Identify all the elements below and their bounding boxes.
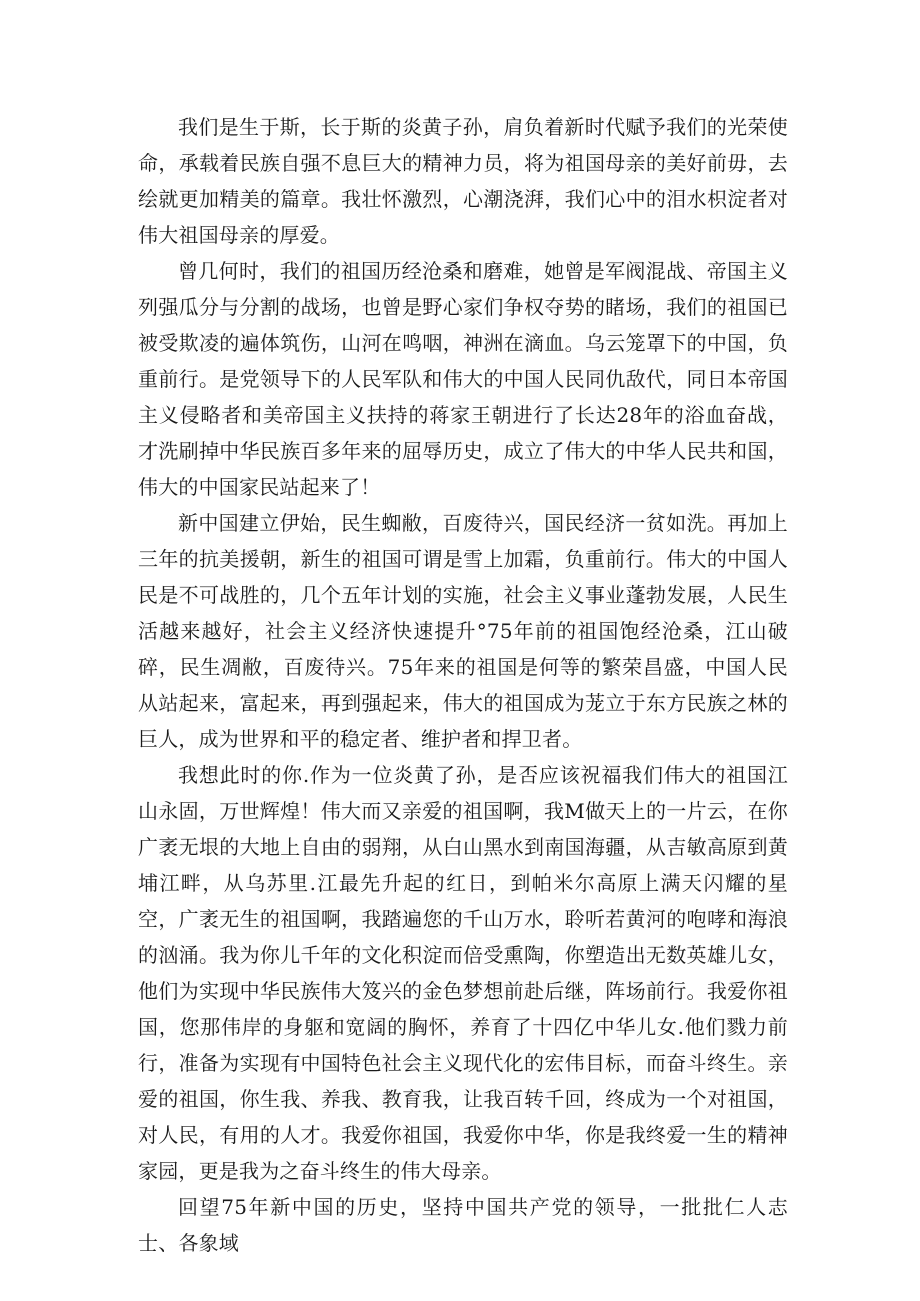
paragraph: 曾几何时，我们的祖国历经沧桑和磨难，她曾是军阀混战、帝国主义列强瓜分与分割的战场，也曾是野心家们争权夺势的睹场，我们的祖国已被受欺凌的遍体筑伤，山河在鸣咽，神洲在滴血。乌云笼罩下的中国，负重前行。是党领导下的人民军队和伟大的中国人民同仇敌代，同日本帝国主义侵略者和美帝国主义扶持的蒋家王朝进行了长达28年的浴血奋战，才洗刷掉中华民族百多年来的屈辱历史，成立了伟大的中华人民共和国，伟大的中国家民站起来了！ [138,259,788,499]
document-body [138,109,788,1261]
paragraph: 我们是生于斯，长于斯的炎黄子孙，肩负着新时代赋予我们的光荣使命，承载着民族自强不息巨大的精神力员，将为祖国母亲的美好前毋，去绘就更加精美的篇章。我壮怀激烈，心潮浇湃，我们心中的泪水枳淀者对伟大祖国母亲的厚爱。 [138,115,788,247]
paragraph: 回望75年新中国的历史，坚持中国共产党的领导，一批批仁人志士、各象域 [138,1195,788,1255]
paragraph: 我想此时的你.作为一位炎黄了孙，是否应该祝福我们伟大的祖国江山永固，万世辉煌！伟大而又亲爱的祖国啊，我M做天上的一片云，在你广袤无垠的大地上自由的弱翔，从白山黑水到南国海疆，从吉敏高原到黄埔江畔，从乌苏里.江最先升起的红日，到帕米尔高原上满天闪耀的星空，广袤无生的祖国啊，我踏遍您的千山万水，聆听若黄河的咆哮和海浪的汹涌。我为你儿千年的文化积淀而倍受熏陶，你塑造出无数英雄儿女，他们为实现中华民族伟大笈兴的金色梦想前赴后继，阵场前行。我爱你祖国，您那伟岸的身躯和宽阔的胸怀，养育了十四亿中华儿女.他们戮力前行，准备为实现有中国特色社会主义现代化的宏伟目标，而奋斗终生。亲爱的祖国，你生我、养我、教育我，让我百转千回，终成为一个对祖国，对人民，有用的人才。我爱你祖国，我爱你中华，你是我终爱一生的精神家园，更是我为之奋斗终生的伟大母亲。 [138,763,788,1183]
paragraph: 新中国建立伊始，民生蜘敝，百废待兴，国民经济一贫如洗。再加上三年的抗美援朝，新生的祖国可谓是雪上加霜，负重前行。伟大的中国人民是不可战胜的，几个五年计划的实施，社会主义事业蓬勃发展，人民生活越来越好，社会主义经济快速提升°75年前的祖国饱经沧桑，江山破碎，民生凋敝，百废待兴。75年来的祖国是何等的繁荣昌盛，中国人民从站起来，富起来，再到强起来，伟大的祖国成为茏立于东方民族之林的巨人，成为世界和平的稳定者、维护者和捍卫者。 [138,511,788,751]
